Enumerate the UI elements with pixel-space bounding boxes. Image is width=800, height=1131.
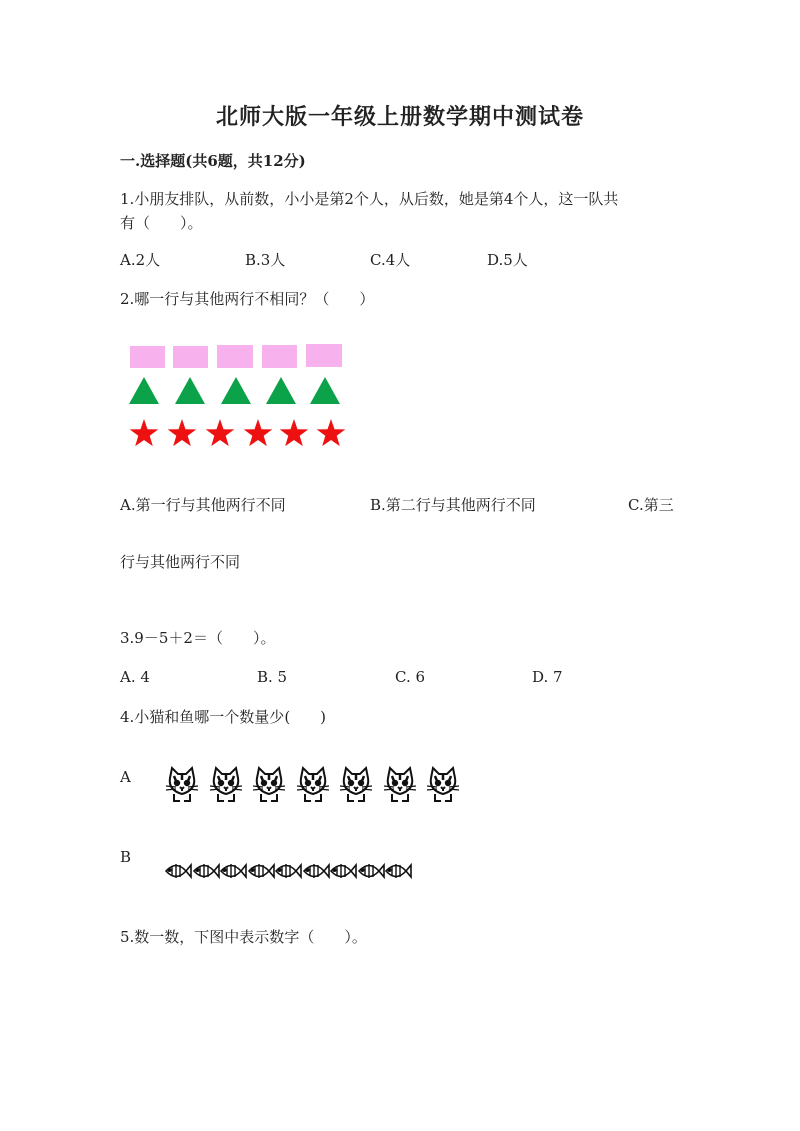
q3-option-d: D. 7 [532, 668, 563, 686]
red-star [130, 419, 159, 446]
cat-icon [380, 764, 420, 808]
pink-rectangle [130, 346, 165, 368]
green-triangle [221, 377, 251, 404]
red-star [206, 419, 235, 446]
q1-option-d: D.5人 [487, 251, 528, 269]
fish-icon [274, 858, 302, 888]
cat-icon [162, 764, 202, 808]
rectangle-row [130, 344, 342, 368]
q1-option-a: A.2人 [120, 251, 161, 269]
pink-rectangle [306, 344, 342, 367]
green-triangle [266, 377, 296, 404]
q1-stem-line1: 1.小朋友排队，从前数，小小是第2个人，从后数，她是第4个人，这一队共 [120, 190, 619, 208]
q3-option-c: C. 6 [395, 668, 426, 686]
q2-option-b: B.第二行与其他两行不同 [370, 496, 536, 514]
q3-option-a: A. 4 [120, 668, 150, 686]
pink-rectangle [217, 345, 253, 368]
fish-icon [247, 858, 275, 888]
shapes-figure [128, 340, 358, 455]
cat-row [162, 764, 468, 806]
red-star [280, 419, 309, 446]
q5-stem: 5.数一数，下图中表示数字（ ）。 [120, 928, 367, 946]
red-star [244, 419, 273, 446]
q4-stem: 4.小猫和鱼哪一个数量少( ) [120, 708, 327, 726]
fish-row [164, 856, 440, 886]
q3-stem: 3.9－5＋2＝（ ）。 [120, 629, 276, 647]
cat-icon [423, 764, 463, 808]
star-row [130, 419, 346, 446]
q1-option-b: B.3人 [245, 251, 286, 269]
fish-icon [164, 858, 192, 888]
triangle-row [129, 377, 340, 404]
q3-option-b: B. 5 [257, 668, 288, 686]
fish-icon [219, 858, 247, 888]
q1-option-c: C.4人 [370, 251, 411, 269]
red-star [168, 419, 197, 446]
q2-option-c: C.第三 [628, 496, 674, 514]
q2-option-c-continued: 行与其他两行不同 [120, 553, 241, 571]
fish-icon [302, 858, 330, 888]
fish-icon [329, 858, 357, 888]
page-title: 北师大版一年级上册数学期中测试卷 [215, 104, 584, 130]
q2-option-a: A.第一行与其他两行不同 [120, 496, 286, 514]
q1-stem-line2: 有（ ）。 [120, 214, 203, 232]
q4-label-b: B [120, 848, 132, 866]
pink-rectangle [173, 346, 208, 368]
fish-icon [384, 858, 412, 888]
green-triangle [175, 377, 205, 404]
green-triangle [310, 377, 340, 404]
green-triangle [129, 377, 159, 404]
q4-label-a: A [120, 768, 131, 786]
cat-icon [293, 764, 333, 808]
cat-icon [249, 764, 289, 808]
section-heading: 一.选择题(共6题，共12分) [120, 152, 306, 170]
fish-icon [357, 858, 385, 888]
red-star [317, 419, 346, 446]
fish-icon [192, 858, 220, 888]
cat-icon [206, 764, 246, 808]
cat-icon [336, 764, 376, 808]
q2-stem: 2.哪一行与其他两行不相同？（ ） [120, 290, 375, 308]
pink-rectangle [262, 345, 297, 368]
